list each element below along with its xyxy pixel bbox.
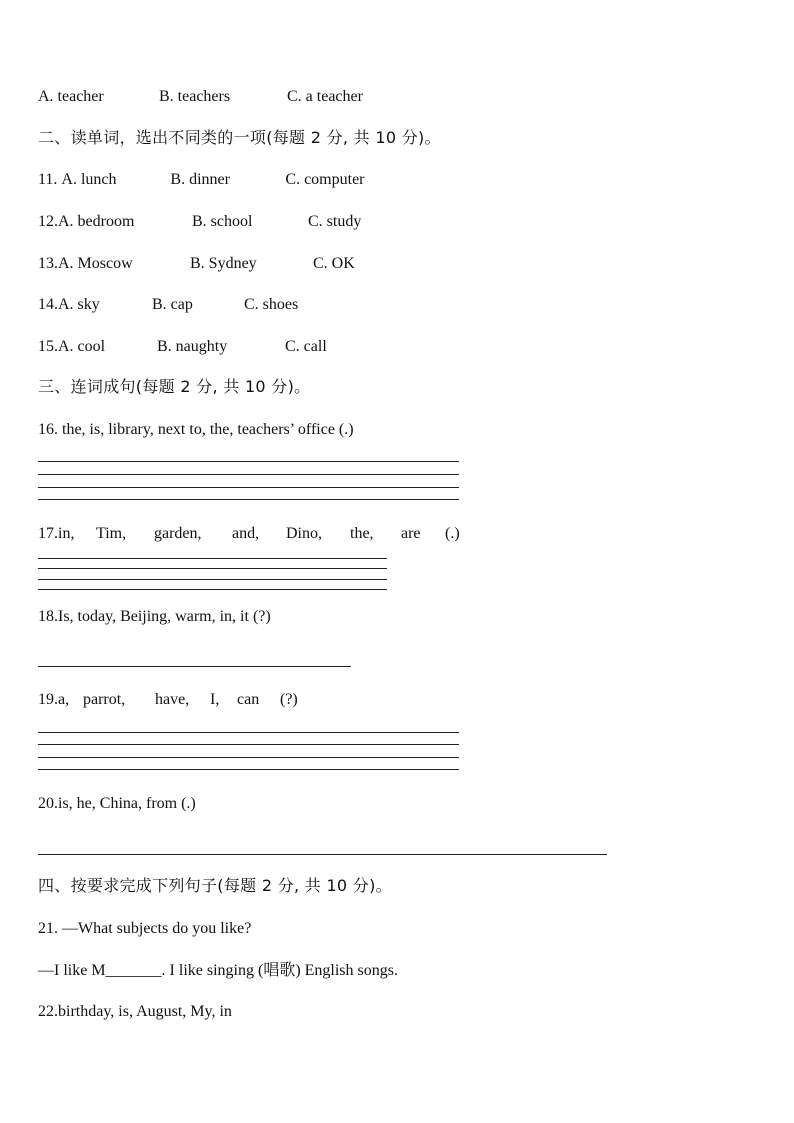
word: (.) xyxy=(445,525,460,542)
question-number: 13 xyxy=(38,255,54,272)
word: I, xyxy=(210,691,220,708)
word: have, xyxy=(155,691,190,708)
q20 xyxy=(38,794,196,814)
q15-option-a: A. cool xyxy=(58,338,106,355)
q12-option-c: C. study xyxy=(308,213,362,230)
question-separator: . xyxy=(54,338,58,355)
word: garden, xyxy=(154,525,202,542)
question-separator: . xyxy=(54,255,58,272)
question-separator: . xyxy=(54,213,58,230)
q15-option-b: B. naughty xyxy=(157,338,228,355)
word: .a, xyxy=(54,691,70,708)
answer-line xyxy=(38,732,459,733)
q13 xyxy=(38,254,355,274)
q12-option-a: A. bedroom xyxy=(58,213,135,230)
word: Dino, xyxy=(286,525,322,542)
q22 xyxy=(38,1002,232,1022)
q15 xyxy=(38,337,327,357)
word: can xyxy=(237,691,260,708)
word: and, xyxy=(232,525,260,542)
question-text: .Is, today, Beijing, warm, in, it (?) xyxy=(54,608,271,625)
question-number: 20 xyxy=(38,795,54,812)
word: parrot, xyxy=(83,691,126,708)
q11 xyxy=(38,170,365,190)
question-text: . the, is, library, next to, the, teachers’ office (.) xyxy=(54,421,354,438)
q14-option-c: C. shoes xyxy=(244,296,299,313)
question-number: 14 xyxy=(38,296,54,313)
word: Tim, xyxy=(96,525,127,542)
answer-line xyxy=(38,461,459,462)
q11-option-b: B. dinner xyxy=(170,171,230,188)
q11-option-c: C. computer xyxy=(285,171,365,188)
answer-line xyxy=(38,769,459,770)
question-number: 22 xyxy=(38,1003,54,1020)
q19 xyxy=(38,690,298,710)
answer-line xyxy=(38,744,459,745)
question-text: .birthday, is, August, My, in xyxy=(54,1003,232,1020)
q10-option-c: C. a teacher xyxy=(287,88,363,105)
question-number: 17 xyxy=(38,525,54,542)
section2-heading: 二、读单词，选出不同类的一项(每题 2 分, 共 10 分)。 xyxy=(38,128,441,147)
question-number: 12 xyxy=(38,213,54,230)
answer-line xyxy=(38,568,387,569)
answer-text-before: —I like M xyxy=(38,962,106,979)
word: are xyxy=(401,525,421,542)
answer-line xyxy=(38,499,459,500)
q10-option-a: A. teacher xyxy=(38,88,104,105)
answer-line xyxy=(38,757,459,758)
q13-option-c: C. OK xyxy=(313,255,355,272)
q12 xyxy=(38,212,361,232)
answer-line xyxy=(38,474,459,475)
question-number: 15 xyxy=(38,338,54,355)
q16 xyxy=(38,420,354,440)
q17 xyxy=(38,524,460,544)
question-number: 18 xyxy=(38,608,54,625)
section3-heading: 三、连词成句(每题 2 分, 共 10 分)。 xyxy=(38,377,311,396)
answer-text-after: . I like singing (唱歌) English songs. xyxy=(161,962,398,979)
answer-line xyxy=(38,487,459,488)
question-number: 11 xyxy=(38,171,54,188)
answer-line xyxy=(38,854,607,855)
question-number: 21 xyxy=(38,920,54,937)
word: the, xyxy=(350,525,374,542)
q12-option-b: B. school xyxy=(192,213,253,230)
q13-option-a: A. Moscow xyxy=(58,255,133,272)
q13-option-b: B. Sydney xyxy=(190,255,257,272)
q14-option-a: A. sky xyxy=(58,296,100,313)
q14 xyxy=(38,295,298,315)
answer-line xyxy=(38,589,387,590)
q21-answer xyxy=(38,961,398,981)
word: (?) xyxy=(280,691,298,708)
q18 xyxy=(38,607,271,627)
answer-line xyxy=(38,579,387,580)
word: .in, xyxy=(54,525,75,542)
q21-question xyxy=(38,919,251,939)
question-number: 16 xyxy=(38,421,54,438)
question-text: .is, he, China, from (.) xyxy=(54,795,196,812)
answer-line xyxy=(38,666,351,667)
question-separator: . xyxy=(54,296,58,313)
q10-options xyxy=(38,87,363,107)
q15-option-c: C. call xyxy=(285,338,327,355)
question-separator: . xyxy=(53,171,62,188)
q10-option-b: B. teachers xyxy=(159,88,231,105)
answer-line xyxy=(38,558,387,559)
q11-option-a: A. lunch xyxy=(61,171,117,188)
question-number: 19 xyxy=(38,691,54,708)
section4-heading: 四、按要求完成下列句子(每题 2 分, 共 10 分)。 xyxy=(38,876,392,895)
question-text: . —What subjects do you like? xyxy=(54,920,252,937)
q14-option-b: B. cap xyxy=(152,296,193,313)
fill-in-blank: _______ xyxy=(105,962,162,979)
